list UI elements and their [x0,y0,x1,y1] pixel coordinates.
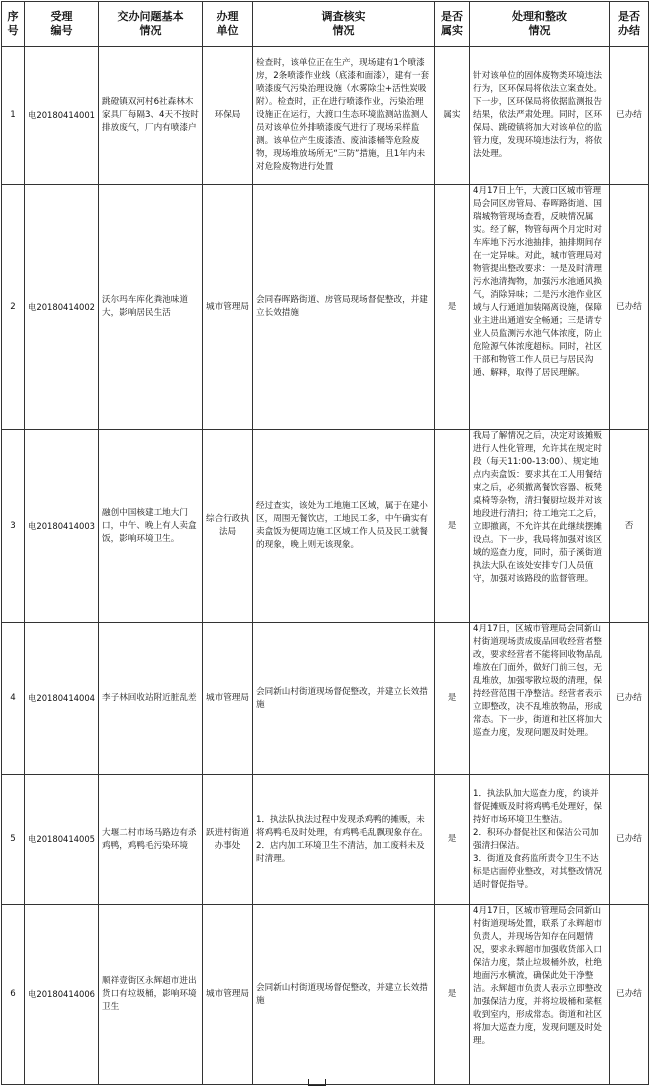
cell-issue: 李子林回收站附近脏乱差 [99,623,203,775]
cell-issue: 大堰二村市场马路边有杀鸡鸭，鸡鸭毛污染环境 [99,775,203,905]
cell-unit: 城市管理局 [203,905,253,1085]
cell-investigation: 会同新山村街道现场督促整改，并建立长效措施 [253,905,435,1085]
header-issue: 交办问题基本 情况 [99,2,203,47]
header-unit: 办理 单位 [203,2,253,47]
cell-unit: 综合行政执法局 [203,430,253,623]
cell-issue: 跳磴镇双河村6社森林木家具厂每隔3、4天不按时排放废气，厂内有喷漆户 [99,47,203,185]
cell-unit: 城市管理局 [203,623,253,775]
cell-id: 电20180414005 [25,775,99,905]
cell-handling: 针对该单位的固体废物类环境违法行为，区环保局将依法立案查处。下一步，区环保局将依据监测报告结果，依法严肃处理。同时，区环保局、跳磴镇将加大对该单位的监管力度，发现环境违法行为，将依法处理。 [470,47,610,185]
cell-unit: 城市管理局 [203,185,253,430]
header-row [2,2,649,47]
cell-valid: 是 [435,905,470,1085]
cell-handling: 我局了解情况之后，决定对该摊贩进行人性化管理，允许其在规定时段（每天11:00-13:00）、规定地点内卖盒饭：要求其在工人用餐结束之后，必须撤离餐饮容器、板凳桌椅等杂物，清扫餐厨垃圾并对该地段进行清扫；待工地完工之后，立即撤离，不允许其在此继续摆摊设点。下一步，我局将加强对该区域的巡查力度，同时，茄子溪街道执法大队在该处安排专门人员值守，加强对该路段的监督管理。 [470,430,610,623]
cell-seq: 6 [2,905,25,1085]
cell-investigation: 会同春晖路街道、房管局现场督促整改，并建立长效措施 [253,185,435,430]
header-handling: 处理和整改 情况 [470,2,610,47]
cell-issue: 沃尔玛车库化粪池味道大，影响居民生活 [99,185,203,430]
header-id: 受理 编号 [25,2,99,47]
cell-investigation: 经过查实，该处为工地施工区域，属于在建小区，周围无餐饮店，工地民工多，中午确实有卖盒饭为便周边施工区域工作人员及民工就餐的现象，晚上则无该现象。 [253,430,435,623]
complaint-table [1,1,649,1085]
cell-closed: 已办结 [610,623,649,775]
cell-investigation: 检查时，该单位正在生产，现场建有1个喷漆房，2条喷漆作业线（底漆和面漆），建有一套喷漆废气污染治理设施（水雾除尘+活性炭吸附）。检查时，正在进行喷漆作业，污染治理设施正在运行，大渡口生态环境监测站监测人员对该单位外排喷漆废气进行了现场采样监测。该单位产生废漆渣、废油漆桶等危险废物，现场堆放场所无“三防”措施，且1年内未对危险废物进行处置 [253,47,435,185]
cell-id: 电20180414001 [25,47,99,185]
cell-seq: 4 [2,623,25,775]
cell-seq: 5 [2,775,25,905]
cell-issue: 顺祥壹街区永辉超市进出货口有垃圾桶，影响环境卫生 [99,905,203,1085]
cell-valid: 是 [435,775,470,905]
cell-handling: 4月17日，区城市管理局会同新山村街道现场责成废品回收经营者整改，要求经营者不能将回收物品乱堆放在门面外，做好门前三包，无乱堆放，加强零散垃圾的清理，保持经营范围干净整洁。经营者表示立即整改，决不乱堆放物品，形成常态。下一步，街道和社区将加大巡查力度，发现问题及时处理。 [470,623,610,775]
cell-unit: 跃进村街道办事处 [203,775,253,905]
cell-id: 电20180414004 [25,623,99,775]
header-seq: 序 号 [2,2,25,47]
table-row [2,775,649,905]
cell-seq: 3 [2,430,25,623]
header-closed: 是否 办结 [610,2,649,47]
cell-valid: 属实 [435,47,470,185]
table-row [2,623,649,775]
cell-closed: 否 [610,430,649,623]
table-row [2,47,649,185]
cell-closed: 已办结 [610,47,649,185]
table-row [2,430,649,623]
cell-seq: 2 [2,185,25,430]
cell-handling: 4月17日，区城市管理局会同新山村街道现场处置，联系了永辉超市负责人，并现场告知存在问题情况，要求永辉超市加强收货部入口保洁力度，禁止垃圾桶外放，杜绝地面污水横流，确保此处干净整洁。永辉超市负责人表示立即整改加强保洁力度，并将垃圾桶和菜框收到室内，形成常态。街道和社区将加大巡查力度，发现问题及时处理。 [470,905,610,1085]
table-row [2,185,649,430]
cell-issue: 融创中国核建工地大门口，中午、晚上有人卖盒饭，影响环境卫生。 [99,430,203,623]
header-valid: 是否 属实 [435,2,470,47]
cell-id: 电20180414006 [25,905,99,1085]
cell-closed: 已办结 [610,185,649,430]
header-investigation: 调查核实 情况 [253,2,435,47]
cell-id: 电20180414003 [25,430,99,623]
cell-unit: 环保局 [203,47,253,185]
cell-valid: 是 [435,185,470,430]
page-break-mark [308,1079,326,1086]
cell-valid: 是 [435,623,470,775]
cell-seq: 1 [2,47,25,185]
cell-closed: 已办结 [610,905,649,1085]
table-row [2,905,649,1085]
cell-valid: 是 [435,430,470,623]
cell-handling: 4月17日上午，大渡口区城市管理局会同区房管局、春晖路街道、国瑞城物管现场查看，反映情况属实。经了解，物管每两个月定时对车库地下污水池抽排，抽排期间存在一定异味。对此，城市管理局对物管提出整改要求：一是及时清理污水池清掏物，加强污水池通风换气，消除异味；二是污水池作业区域与人行通道加装隔离设施，保障业主进出通道安全畅通；三是请专业人员监测污水池气体浓度，防止危险源气体浓度超标。同时，社区干部和物管工作人员已与居民沟通、解释，取得了居民理解。 [470,185,610,430]
cell-id: 电20180414002 [25,185,99,430]
cell-investigation: 1．执法队执法过程中发现杀鸡鸭的摊贩，未将鸡鸭毛及时处理，有鸡鸭毛乱飘现象存在。 2．店内加工环境卫生不清洁，加工废料未及时清理。 [253,775,435,905]
cell-closed: 已办结 [610,775,649,905]
cell-handling: 1．执法队加大巡查力度，约谈并督促摊贩及时将鸡鸭毛处理好，保持好市场环境卫生整洁。 2．积环办督促社区和保洁公司加强清扫保洁。 3．街道及食药监所责令卫生不达标是店面停业整改，对其整改情况适时督促指导。 [470,775,610,905]
cell-investigation: 会同新山村街道现场督促整改，并建立长效措施 [253,623,435,775]
